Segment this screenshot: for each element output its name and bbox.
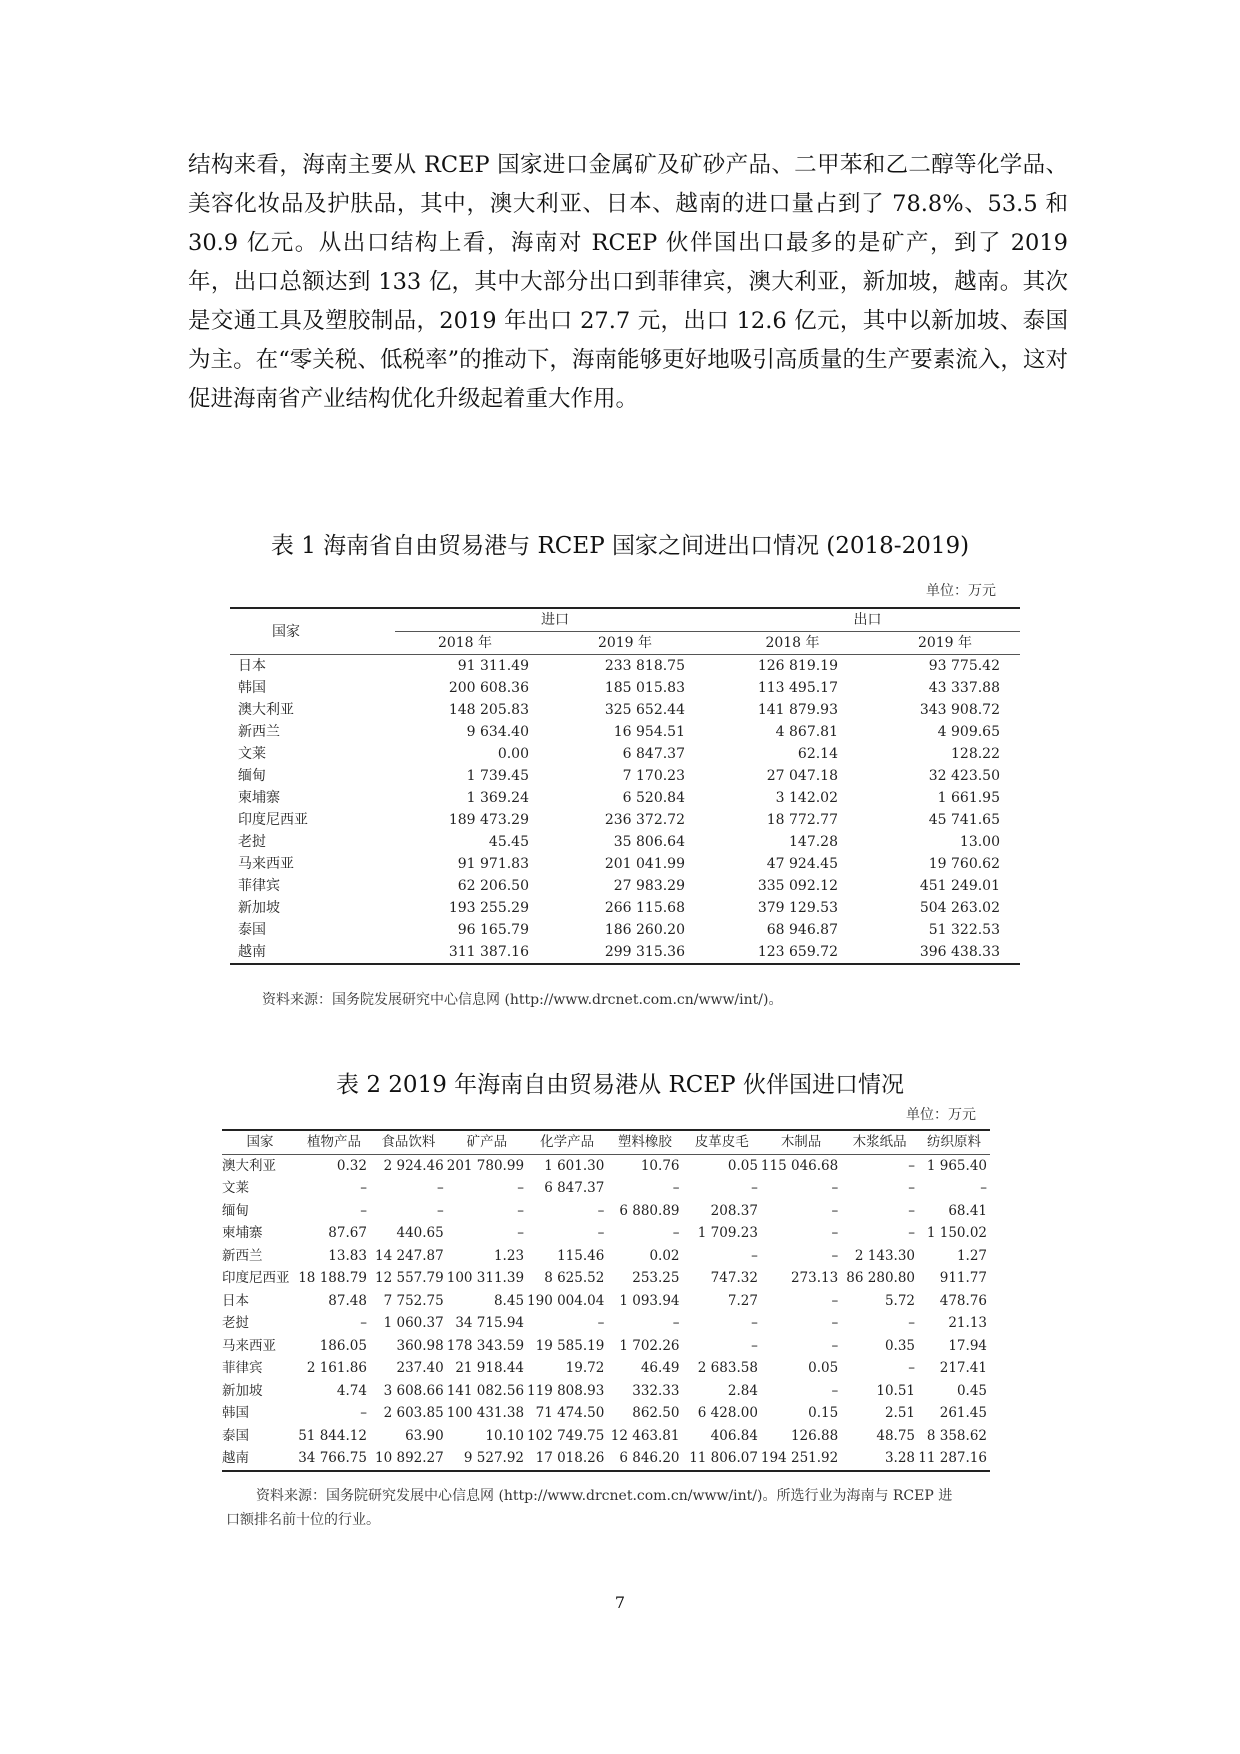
intro-paragraph: 结构来看，海南主要从 RCEP 国家进口金属矿及矿砂产品、二甲苯和乙二醇等化学品、美容化妆品及护肤品，其中，澳大利亚、日本、越南的进口量占到了 78.8%、53.5 和 30.9 亿元。从出口结构上看，海南对 RCEP 伙伴国出口最多的是矿产，到了 2019 年，出口总额达到 133 亿，其中大部分出口到菲律宾，澳大利亚，新加坡，越南。其次是交通工具及塑胶制品，2019 年出口 27.7 元，出口 12.6 亿元，其中以新加坡、泰国为主。在“零关税、低税率”的推动下，海南能够更好地吸引高质量的生产要素流入，这对促进海南省产业结构优化升级起着重大作用。 [188,152,1068,412]
table1-value-cell: 68 946.87 [766,922,838,938]
table2-value-cell: – [831,1180,839,1196]
table2-value-cell: – [831,1337,839,1354]
table2-caption: 表 2 2019 年海南自由贸易港从 RCEP 伙伴国进口情况 [336,1072,904,1098]
table1-row [230,853,1020,875]
table2-value-cell: – [908,1180,916,1196]
table2-value-cell: 10.10 [485,1427,525,1444]
table2-value-cell: 190 004.04 [527,1292,605,1309]
table1-country-cell: 澳大利亚 [238,702,294,718]
table2-country-cell: 柬埔寨 [222,1225,263,1241]
table2-value-cell: 4.74 [336,1382,367,1399]
table2-value-cell: 86 280.80 [846,1270,916,1286]
table1-country-cell: 泰国 [238,922,266,938]
table1-row [230,809,1020,831]
table2-value-cell: 7.27 [727,1292,758,1309]
table2-value-cell: 0.05 [808,1360,839,1376]
table2-column-header: 塑料橡胶 [617,1134,672,1150]
table1-row [230,787,1020,809]
table2-value-cell: 51 844.12 [298,1427,367,1444]
table2-country-cell: 文莱 [222,1180,249,1196]
table2-value-cell: 5.72 [884,1292,916,1309]
table2-value-cell: 273.13 [790,1270,839,1286]
table2-column-header: 矿产品 [466,1134,508,1150]
table1-row [230,765,1020,787]
table2-value-cell: 6 846.20 [619,1450,680,1466]
table2-value-cell: 2 603.85 [383,1405,444,1421]
table2-value-cell: 17.94 [948,1337,987,1354]
table2-row [222,1290,990,1313]
table2-value-cell: 102 749.75 [527,1427,605,1444]
table2-value-cell: 0.02 [649,1247,680,1264]
table2-value-cell: 1 150.02 [926,1225,987,1241]
table2-column-header: 植物产品 [306,1134,361,1150]
table2-value-cell: 253.25 [632,1270,680,1286]
table2-value-cell: 1 093.94 [619,1292,680,1309]
table2-value-cell: – [517,1180,525,1196]
table2-source-line1: 资料来源：国务院研究发展中心信息网 (http://www.drcnet.com.cn/www/int/)。所选行业为海南与 RCEP 进 [256,1488,953,1504]
table2-value-cell: – [672,1315,680,1331]
table2-value-cell: 1 965.40 [926,1157,987,1174]
table2-value-cell: 261.45 [939,1405,987,1421]
table2-row [222,1200,990,1223]
table2-value-cell: 10.51 [876,1382,916,1399]
table2-value-cell: – [831,1292,839,1309]
table2-value-cell: 71 474.50 [535,1405,605,1421]
table1-value-cell: 335 092.12 [757,878,838,894]
table1-value-cell: 13.00 [959,834,1000,850]
table1-row [230,677,1020,699]
table2-country-cell: 澳大利亚 [222,1157,276,1174]
table1-body [230,655,1020,965]
table1-value-cell: 91 311.49 [457,658,529,674]
table2-value-cell: 8.45 [493,1292,525,1309]
table1-value-cell: 62 206.50 [457,878,529,894]
table1-value-cell: 16 954.51 [613,724,685,740]
table2-value-cell: – [751,1247,758,1264]
table2-value-cell: – [908,1360,916,1376]
table1-value-cell: 27 983.29 [613,878,685,894]
table1-value-cell: 4 867.81 [775,724,838,740]
table2-value-cell: 12 463.81 [610,1427,680,1444]
table1-row [230,699,1020,721]
table1-country-cell: 马来西亚 [238,856,294,872]
table2-value-cell: – [517,1202,525,1219]
table1-value-cell: 193 255.29 [448,900,529,916]
table1-value-cell: 189 473.29 [448,812,529,828]
table2-column-header: 食品饮料 [381,1134,436,1150]
table2-value-cell: 8 625.52 [544,1270,605,1286]
table1-country-cell: 韩国 [238,680,266,696]
table1-value-cell: 266 115.68 [604,900,685,916]
table2-value-cell: 63.90 [405,1427,444,1444]
table2-column-header: 木制品 [780,1134,822,1150]
table2-value-cell: 100 431.38 [446,1405,525,1421]
table2-value-cell: 11 806.07 [689,1450,758,1466]
table1-country-cell: 菲律宾 [238,878,280,894]
table1-value-cell: 113 495.17 [757,680,838,696]
table2-value-cell: 1 709.23 [697,1225,758,1241]
table1-row [230,941,1020,964]
table1-value-cell: 6 520.84 [622,790,685,806]
table2-value-cell: 126.88 [790,1427,839,1444]
table1-value-cell: 19 760.62 [928,856,1000,872]
table2-row [222,1425,990,1448]
table2-value-cell: 0.15 [808,1405,839,1421]
table1-value-cell: 1 739.45 [466,768,529,784]
table1-year-header: 2018 年 [437,635,493,651]
table2-value-cell: 6 880.89 [619,1202,680,1219]
table2-country-cell: 新西兰 [222,1247,263,1264]
table2-value-cell: 194 251.92 [760,1450,839,1466]
table2-value-cell: 862.50 [632,1405,680,1421]
table2-value-cell: 360.98 [396,1337,444,1354]
table1-value-cell: 325 652.44 [604,702,685,718]
table2-value-cell: 911.77 [939,1270,987,1286]
table2-value-cell: 34 715.94 [455,1315,525,1331]
table2-value-cell: 1 060.37 [383,1315,444,1331]
table2-value-cell: 186.05 [319,1337,367,1354]
table1-value-cell: 396 438.33 [919,944,1000,960]
table2-country-cell: 老挝 [222,1315,249,1331]
table2-country-cell: 越南 [222,1450,249,1466]
table1-row [230,875,1020,897]
table2-row [222,1267,990,1290]
table2-body [222,1154,990,1471]
table2-value-cell: 2.84 [727,1382,758,1399]
table2-row [222,1312,990,1335]
table1-value-cell: 1 661.95 [937,790,1000,806]
table2-value-cell: 0.35 [884,1337,916,1354]
table2-value-cell: 11 287.16 [918,1450,987,1466]
table2-value-cell: 119 808.93 [527,1382,605,1399]
table2-country-cell: 日本 [222,1292,249,1309]
table1-value-cell: 343 908.72 [919,702,1000,718]
table2-value-cell: – [436,1180,444,1196]
table2-value-cell: 478.76 [939,1292,987,1309]
table1-value-cell: 311 387.16 [448,944,529,960]
table2-row [222,1357,990,1380]
table2-value-cell: 13.83 [328,1247,367,1264]
table2-header-row [222,1130,990,1154]
table2-row [222,1402,990,1425]
table2-value-cell: – [831,1225,839,1241]
table1-source: 资料来源：国务院发展研究中心信息网 (http://www.drcnet.com.cn/www/int/)。 [262,992,783,1008]
table2-value-cell: 178 343.59 [446,1337,525,1354]
table2-value-cell: 9 527.92 [463,1450,525,1466]
table1-value-cell: 18 772.77 [766,812,838,828]
table2-value-cell: 440.65 [396,1225,444,1241]
table1-value-cell: 4 909.65 [937,724,1000,740]
table1-row [230,897,1020,919]
table2-value-cell: 10.76 [640,1157,680,1174]
table1-value-cell: 126 819.19 [757,658,838,674]
table2-country-cell: 缅甸 [222,1202,249,1219]
table1-value-cell: 27 047.18 [766,768,838,784]
table1-value-cell: 93 775.42 [928,658,1000,674]
table2-value-cell: 21.13 [948,1315,987,1331]
table2-value-cell: 115.46 [557,1247,605,1264]
table2-column-header: 木浆纸品 [852,1134,907,1150]
table2-value-cell: – [517,1225,525,1241]
table2-value-cell: – [597,1202,605,1219]
table1-value-cell: 0.00 [497,746,529,762]
table2-value-cell: – [597,1225,605,1241]
table2-value-cell: 332.33 [632,1382,680,1399]
table2-value-cell: 141 082.56 [446,1382,525,1399]
table1-value-cell: 62.14 [797,746,838,762]
table2-value-cell: – [908,1225,916,1241]
table2-row [222,1447,990,1471]
table2-source-line2: 口额排名前十位的行业。 [226,1512,380,1528]
table1-value-cell: 233 818.75 [604,658,685,674]
table1-value-cell: 91 971.83 [457,856,529,872]
table2-value-cell: 1.27 [956,1247,987,1264]
table2-value-cell: 2 924.46 [383,1157,444,1174]
table1-value-cell: 35 806.64 [613,834,685,850]
intro-paragraph-block [188,146,1068,419]
table2-column-header: 化学产品 [540,1134,595,1150]
table2-value-cell: – [360,1405,367,1421]
table1-country-cell: 越南 [238,944,266,960]
table2-value-cell: 10 892.27 [375,1450,444,1466]
table2-country-cell: 新加坡 [222,1382,263,1399]
table2-value-cell: 0.45 [956,1382,987,1399]
table2-value-cell: 201 780.99 [446,1157,525,1174]
table1-row [230,831,1020,853]
table2-value-cell: 747.32 [710,1270,758,1286]
table2-value-cell: 68.41 [948,1202,987,1219]
table1-value-cell: 47 924.45 [766,856,838,872]
table1-value-cell: 141 879.93 [757,702,838,718]
table2-value-cell: 2.51 [884,1405,916,1421]
table2-value-cell: 0.32 [336,1157,367,1174]
table1-value-cell: 201 041.99 [604,856,685,872]
table2-value-cell: – [831,1315,839,1331]
table2-value-cell: – [908,1315,916,1331]
table2-value-cell: 8 358.62 [926,1427,987,1444]
table2-value-cell: – [751,1180,758,1196]
table2-source [226,1484,952,1532]
table2-value-cell: – [831,1247,839,1264]
table2-value-cell: – [672,1180,680,1196]
table2-column-header: 国家 [246,1134,274,1150]
table2-column-header: 皮革皮毛 [694,1134,749,1150]
table1 [230,607,1020,965]
table2-value-cell: – [436,1202,444,1219]
table2-value-cell: 1.23 [493,1247,525,1264]
table2-value-cell: – [751,1337,758,1354]
table2-value-cell: 48.75 [876,1427,916,1444]
table2-value-cell: – [908,1202,916,1219]
table2-value-cell: 87.48 [328,1292,367,1309]
table2-value-cell: 115 046.68 [760,1157,839,1174]
table2-country-cell: 马来西亚 [222,1337,276,1354]
table2-value-cell: 3.28 [884,1450,916,1466]
table2-value-cell: 0.05 [727,1157,758,1174]
table2-value-cell: – [360,1202,367,1219]
table1-value-cell: 451 249.01 [919,878,1000,894]
table1-row [230,721,1020,743]
table2-value-cell: 17 018.26 [535,1450,605,1466]
table2-value-cell: 12 557.79 [375,1270,444,1286]
table1-row [230,655,1020,678]
table2-row [222,1177,990,1200]
table2-value-cell: 100 311.39 [446,1270,525,1286]
table2-value-cell: – [831,1382,839,1399]
table2-row [222,1335,990,1358]
table1-country-cell: 柬埔寨 [238,790,280,806]
table1-value-cell: 186 260.20 [604,922,685,938]
table2-value-cell: 14 247.87 [375,1247,444,1264]
table1-value-cell: 200 608.36 [448,680,529,696]
table1-value-cell: 504 263.02 [919,900,1000,916]
table1-value-cell: 6 847.37 [622,746,685,762]
table2-row [222,1245,990,1268]
table1-country-cell: 新西兰 [238,724,280,740]
table1-value-cell: 128.22 [951,746,1000,762]
table2-country-cell: 韩国 [222,1405,249,1421]
table2-value-cell: 217.41 [939,1360,987,1376]
table1-value-cell: 236 372.72 [604,812,685,828]
table1-import-header: 进口 [395,608,715,632]
table1-value-cell: 7 170.23 [622,768,685,784]
table2-value-cell: – [672,1225,680,1241]
table2-value-cell: 7 752.75 [383,1292,444,1309]
table2-value-cell: 2 161.86 [306,1360,367,1376]
table1-value-cell: 299 315.36 [604,944,685,960]
table1-unit: 单位：万元 [926,583,996,599]
table2-value-cell: 2 143.30 [854,1247,916,1264]
table1-country-cell: 新加坡 [238,900,280,916]
table1-value-cell: 123 659.72 [757,944,838,960]
table1-country-cell: 老挝 [238,834,266,850]
table1-value-cell: 32 423.50 [928,768,1000,784]
table2-value-cell: 19.72 [565,1360,605,1376]
table2-value-cell: 1 601.30 [544,1157,605,1174]
table1-value-cell: 96 165.79 [457,922,529,938]
table1-year-header: 2019 年 [917,635,973,651]
table2-value-cell: – [831,1202,839,1219]
table2-value-cell: 3 608.66 [383,1382,444,1399]
table1-value-cell: 45.45 [488,834,529,850]
table1-year-header: 2019 年 [597,635,653,651]
table1-country-cell: 缅甸 [238,768,266,784]
table2-value-cell: – [980,1180,987,1196]
table2-value-cell: 208.37 [710,1202,758,1219]
table1-value-cell: 51 322.53 [928,922,1000,938]
table1-row [230,743,1020,765]
table2-row [222,1154,990,1177]
table2-value-cell: 19 585.19 [535,1337,605,1354]
table2-unit: 单位：万元 [906,1107,976,1123]
table2-value-cell: – [360,1180,367,1196]
table1-country-header: 国家 [272,623,300,640]
table1-value-cell: 1 369.24 [466,790,529,806]
table1-country-cell: 印度尼西亚 [238,812,308,828]
table1-value-cell: 147.28 [789,834,838,850]
table2-row [222,1380,990,1403]
page-number: 7 [614,1593,626,1612]
table2-value-cell: 21 918.44 [455,1360,525,1376]
table2-value-cell: – [908,1157,916,1174]
table1-value-cell: 379 129.53 [757,900,838,916]
table2-value-cell: 87.67 [328,1225,367,1241]
table1-row [230,919,1020,941]
table2-value-cell: – [360,1315,367,1331]
table2-value-cell: 237.40 [396,1360,444,1376]
table2-value-cell: – [597,1315,605,1331]
table2-country-cell: 印度尼西亚 [222,1270,290,1286]
table2-value-cell: 18 188.79 [298,1270,367,1286]
table1-country-cell: 文莱 [238,746,266,762]
table2-value-cell: – [751,1315,758,1331]
table2-value-cell: 1 702.26 [619,1337,680,1354]
table2-row [222,1222,990,1245]
table2-country-cell: 泰国 [222,1427,249,1444]
table2-country-cell: 菲律宾 [222,1360,263,1376]
table2-value-cell: 46.49 [640,1360,680,1376]
table2-value-cell: 2 683.58 [697,1360,758,1376]
table2 [222,1129,990,1472]
table2-value-cell: 406.84 [710,1427,758,1444]
table1-country-cell: 日本 [238,658,266,674]
table1-year-header: 2018 年 [765,635,820,651]
table1-caption: 表 1 海南省自由贸易港与 RCEP 国家之间进出口情况 (2018-2019) [270,533,970,559]
table1-value-cell: 148 205.83 [448,702,529,718]
table1-value-cell: 9 634.40 [466,724,529,740]
table2-value-cell: 6 847.37 [544,1180,605,1196]
table1-value-cell: 3 142.02 [775,790,838,806]
table1-value-cell: 43 337.88 [928,680,1000,696]
table2-value-cell: 34 766.75 [298,1450,367,1466]
table2-value-cell: 6 428.00 [697,1405,758,1421]
table1-export-header: 出口 [715,608,1020,632]
table1-value-cell: 185 015.83 [604,680,685,696]
table2-column-header: 纺织原料 [927,1134,981,1150]
table1-value-cell: 45 741.65 [928,812,1000,828]
